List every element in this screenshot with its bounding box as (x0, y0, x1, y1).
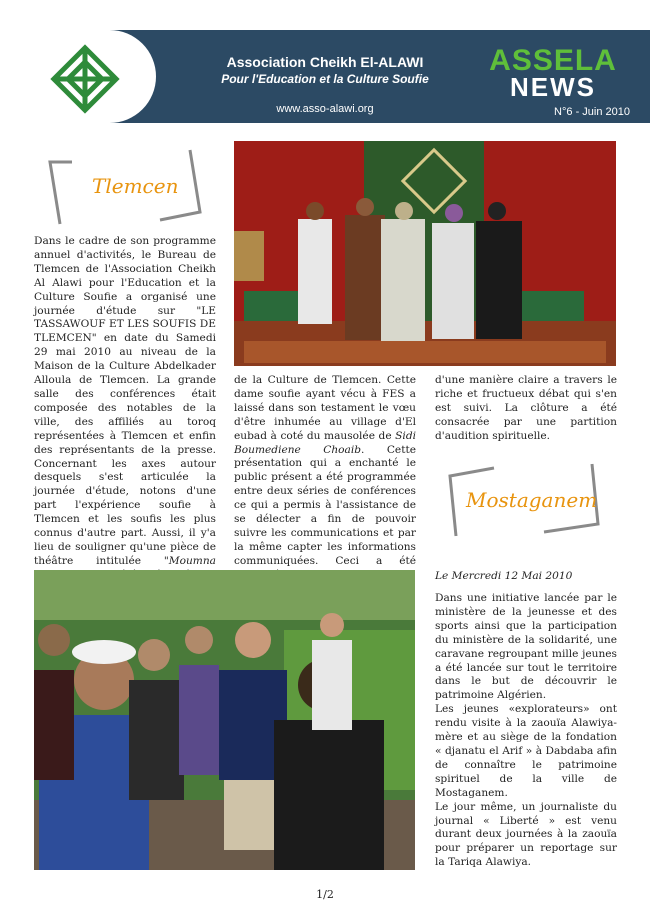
brand-assela: ASSELA (489, 44, 617, 77)
brand-news: NEWS (510, 72, 596, 102)
tlemcen-text-3: d'une manière claire a travers le riche et fructueux débat qui s'en est suivi. La clôture a été consacrée par une partition d'audition spirituelle. (435, 374, 617, 442)
association-name: Association Cheikh El-ALAWI (226, 54, 424, 70)
tlemcen-column-2 (234, 374, 416, 583)
tlemcen-theatre-photo (234, 141, 616, 366)
mostaganem-column (435, 592, 617, 870)
mostaganem-date: Le Mercredi 12 Mai 2010 (435, 570, 573, 582)
website-link[interactable]: www.asso-alawi.org (276, 103, 374, 115)
page-number: 1/2 (316, 888, 334, 901)
tlemcen-text-2-end: . Cette présentation qui a enchanté le public présent a été programmée entre deux séries de conférences ce qui a permis à l'assistance de se délecter a fin de pouvoir suivre les communications et par la même capter les informations communiquées. Ceci a été (234, 443, 416, 567)
mostaganem-title: Mostaganem (466, 488, 598, 512)
association-logo-icon (44, 38, 126, 120)
play-title: "Moumna (163, 554, 216, 567)
tlemcen-text-1: Dans le cadre de son programme annuel d'activités, le Bureau de Tlemcen de l'Association Cheikh Al Alawi pour l'Education et la Culture Soufie a organisé une journée d'étude sur "LE TASSAWOUF ET LES SOUFIS DE TLEMCEN" en date du Samedi 29 mai 2010 au niveau de la Maison de la Culture Abdelkader Alloula de Tlemcen. La grande salle des conférences était composée des notables de la ville, des affiliés au toroq représentées à Tlemcen et enfin des représentants de la presse. Concernant les axes autour desquels s'est articulée la journée d'étude, notons d'une part l'expérience soufie à Tlemcen et les soufis les plus connus d'autre part. Aussi, il y'a lieu de souligner qu'une pièce de théâtre intitulée (34, 235, 216, 567)
mostaganem-paragraph-3: Le jour même, un journaliste du journal « Liberté » est venu durant deux journées à la zaouïa pour préparer un reportage sur la Tariqa Alawiya. (435, 800, 617, 869)
association-subtitle: Pour l'Education et la Culture Soufie (221, 72, 429, 86)
tlemcen-column-3 (435, 374, 617, 444)
saint-name: Sidi Boumediene Choaib (234, 429, 416, 456)
tlemcen-column-1 (34, 235, 216, 624)
issue-number: N°6 - Juin 2010 (554, 106, 630, 118)
mostaganem-paragraph-2: Les jeunes «explorateurs» ont rendu visite à la zaouïa Alawiya-mère et au siège de la fondation « djanatu el Arif » à Dabdaba afin de connaître le patrimoine spirituel de la ville de Mostaganem. (435, 703, 617, 799)
mostaganem-group-photo (34, 570, 415, 870)
tlemcen-text-2: de la Culture de Tlemcen. Cette dame soufie ayant vécu à FES a laissé dans son testament le vœu d'être inhumée au village d'El eubad à coté du mausolée de (234, 374, 416, 442)
mostaganem-paragraph-1: Dans une initiative lancée par le ministère de la jeunesse et des sports ainsi que la participation du ministère de la solidarité, une caravane regroupant mille jeunes a été lancée sur tout le territoire dans le but de découvrir le patrimoine Algérien. (435, 592, 617, 702)
tlemcen-title: Tlemcen (92, 174, 179, 198)
